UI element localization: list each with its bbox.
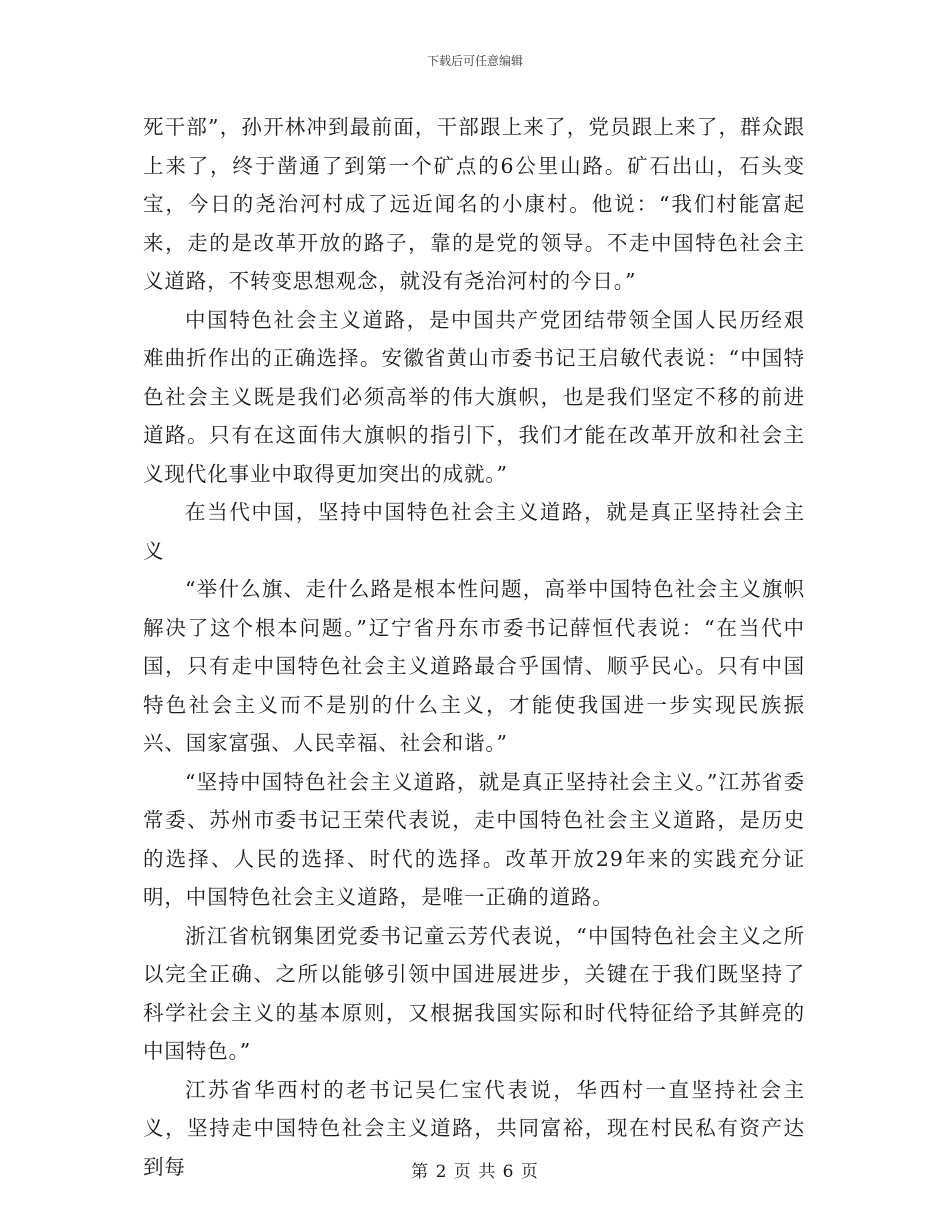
page-header: 下载后可任意编辑 [426,54,523,68]
paragraph-3: 在当代中国，坚持中国特色社会主义道路，就是真正坚持社会主义 [143,500,805,563]
paragraph-2: 中国特色社会主义道路，是中国共产党团结带领全国人民历经艰难曲折作出的正确选择。安徽省黄山市委书记王启敏代表说：“中国特色社会主义既是我们必须高举的伟大旗帜，也是我们坚定不移的前进道路。只有在这面伟大旗帜的指引下，我们才能在改革开放和社会主义现代化事业中取得更加突出的成就。” [143,307,805,486]
paragraph-5: “坚持中国特色社会主义道路，就是真正坚持社会主义。”江苏省委常委、苏州市委书记王荣代表说，走中国特色社会主义道路，是历史的选择、人民的选择、时代的选择。改革开放29年来的实践充分证明，中国特色社会主义道路，是唯一正确的道路。 [143,769,805,909]
page-number-footer: 第 2 页 共 6 页 [411,1162,539,1182]
paragraph-1: 死干部”，孙开林冲到最前面，干部跟上来了，党员跟上来了，群众跟上来了，终于凿通了到第一个矿点的6公里山路。矿石出山，石头变宝，今日的尧治河村成了远近闻名的小康村。他说：“我们村能富起来，走的是改革开放的路子，靠的是党的领导。不走中国特色社会主义道路，不转变思想观念，就没有尧治河村的今日。” [143,115,805,293]
paragraph-7: 江苏省华西村的老书记吴仁宝代表说，华西村一直坚持社会主义，坚持走中国特色社会主义道路，共同富裕，现在村民私有资产达到每 [143,1077,805,1179]
paragraph-4: “举什么旗、走什么路是根本性问题，高举中国特色社会主义旗帜解决了这个根本问题。”辽宁省丹东市委书记薛恒代表说：“在当代中国，只有走中国特色社会主义道路最合乎国情、顺乎民心。只有中国特色社会主义而不是别的什么主义，才能使我国进一步实现民族振兴、国家富强、人民幸福、社会和谐。” [143,577,805,755]
paragraph-6: 浙江省杭钢集团党委书记童云芳代表说，“中国特色社会主义之所以完全正确、之所以能够引领中国进展进步，关键在于我们既坚持了科学社会主义的基本原则，又根据我国实际和时代特征给予其鲜亮的中国特色。” [143,923,805,1063]
document-body [143,108,805,1186]
